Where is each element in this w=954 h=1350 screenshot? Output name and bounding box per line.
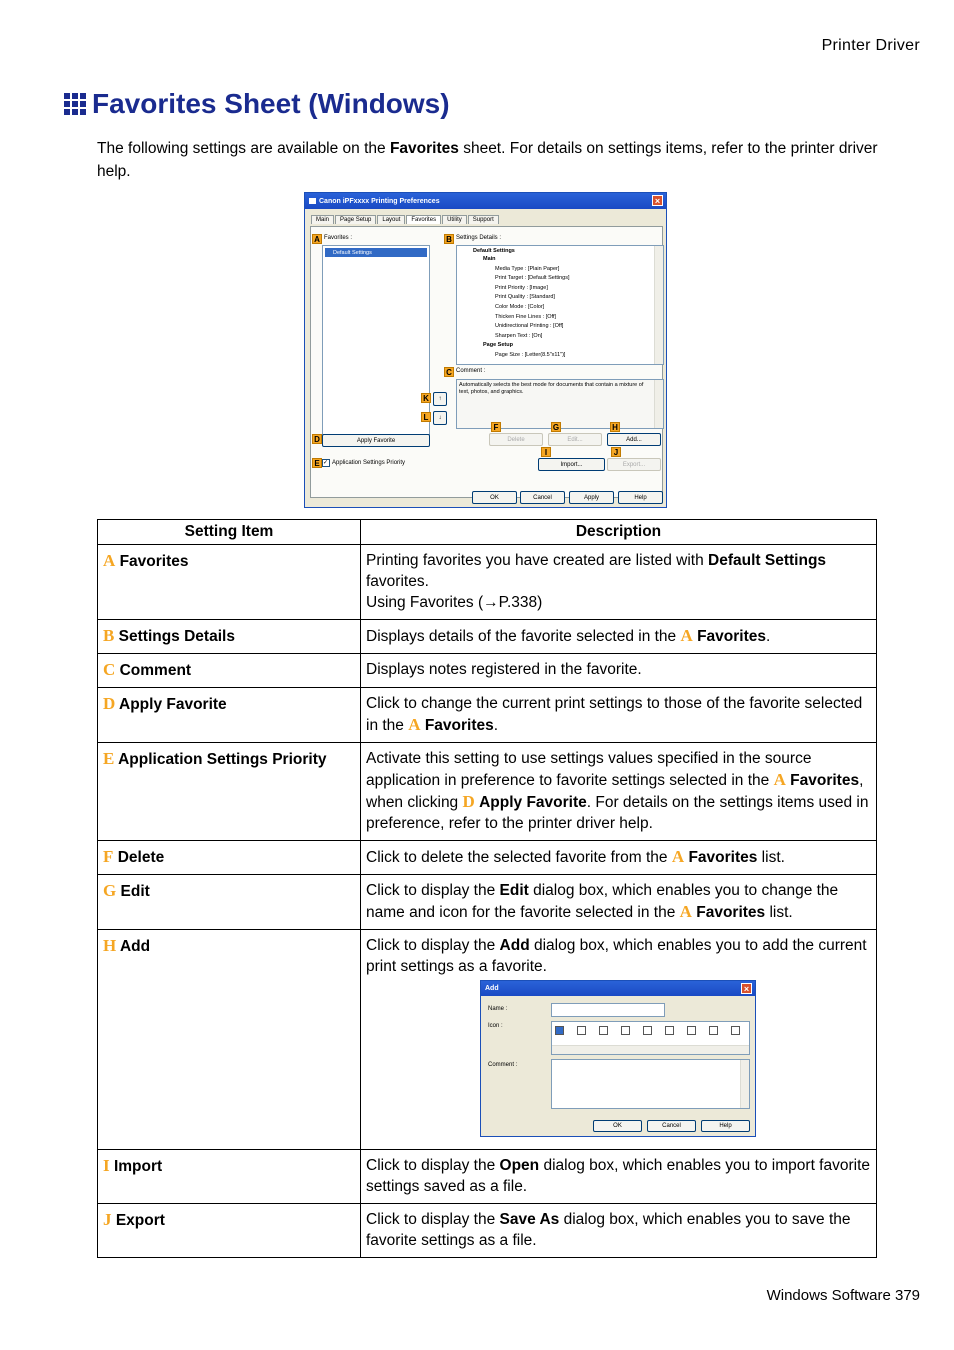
add-button[interactable]: Add... — [607, 433, 661, 446]
table-row: E Application Settings Priority Activate this setting to use settings values specified in the source application in preference to favorite settings selected in the A Favorites, when clicking D Apply Favorite. For details on the settings items used in preference, refer to the printer driver help. — [98, 743, 877, 841]
table-row: I Import Click to display the Open dialog box, which enables you to import favorite settings saved as a file. — [98, 1150, 877, 1204]
marker-a: A — [312, 234, 322, 244]
favorite-icon-2[interactable] — [577, 1026, 586, 1035]
cancel-button[interactable]: Cancel — [647, 1120, 696, 1132]
marker-c: C — [444, 367, 454, 377]
marker-e: E — [312, 458, 322, 468]
tab-page-setup[interactable]: Page Setup — [335, 215, 376, 224]
marker-f: F — [491, 422, 501, 432]
ok-button[interactable]: OK — [593, 1120, 642, 1132]
intro-paragraph: The following settings are available on the Favorites sheet. For details on settings items, refer to the printer driver help. — [97, 140, 878, 180]
ok-button[interactable]: OK — [472, 491, 517, 504]
tab-utility[interactable]: Utility — [442, 215, 467, 224]
printing-preferences-dialog — [304, 192, 667, 508]
printer-icon — [309, 198, 316, 204]
favorite-icon-4[interactable] — [621, 1026, 630, 1035]
tab-favorites[interactable]: Favorites — [406, 215, 441, 224]
marker-j: J — [611, 447, 621, 457]
checkbox-icon[interactable]: ✓ — [323, 460, 329, 466]
arrow-down-icon: ↓ — [438, 415, 442, 421]
app-priority-checkbox-row[interactable]: ✓ Application Settings Priority — [323, 460, 406, 466]
marker-i: I — [541, 447, 551, 457]
settings-details-tree[interactable]: Default Settings Main Media Type : [Plain Paper] Print Target : [Default Settings] Print Priority : [Image] Print Quality : [Standard] Color Mode : [Color] Thicken Fine Lines : [Off] Unidirectional Printing : [Off] Sharpen Text : [On] Page Setup Page Size : [Letter(8.5"x11")] — [456, 245, 664, 365]
settings-details-label: Settings Details : — [456, 235, 502, 241]
table-row: C Comment Displays notes registered in the favorite. — [98, 654, 877, 688]
close-icon[interactable]: × — [741, 983, 752, 994]
dialog-titlebar: Canon iPFxxxx Printing Preferences × — [305, 193, 666, 209]
comment-box[interactable]: Automatically selects the best mode for documents that contain a mixture of text, photos, and graphics. — [456, 379, 664, 429]
col-header-description: Description — [361, 520, 877, 545]
import-button[interactable]: Import... — [538, 458, 605, 471]
marker-l: L — [421, 412, 431, 422]
apply-button[interactable]: Apply — [569, 491, 614, 504]
marker-b: B — [444, 234, 454, 244]
cancel-button[interactable]: Cancel — [520, 491, 565, 504]
apply-favorite-button[interactable]: Apply Favorite — [322, 434, 430, 447]
move-down-button[interactable] — [433, 411, 447, 425]
comment-label: Comment : — [456, 368, 486, 374]
help-button[interactable]: Help — [701, 1120, 750, 1132]
settings-table — [97, 519, 877, 1258]
move-up-button[interactable] — [433, 392, 447, 406]
add-dialog-titlebar: Add × — [481, 981, 755, 996]
favorites-list[interactable] — [322, 245, 430, 435]
comment-scrollbar[interactable] — [740, 1060, 749, 1108]
table-row: D Apply Favorite Click to change the current print settings to those of the favorite selected in the A Favorites. — [98, 688, 877, 743]
table-row: F Delete Click to delete the selected favorite from the A Favorites list. — [98, 841, 877, 875]
table-row: B Settings Details Displays details of the favorite selected in the A Favorites. — [98, 620, 877, 654]
table-row: A Favorites Printing favorites you have created are listed with Default Settings favorites. Using Favorites (→P.338) — [98, 545, 877, 620]
tree-scrollbar[interactable] — [654, 246, 663, 364]
favorite-icon-6[interactable] — [665, 1026, 674, 1035]
name-label: Name : — [488, 1006, 508, 1012]
marker-g: G — [552, 422, 560, 432]
comment-scrollbar[interactable] — [654, 380, 663, 428]
marker-h: H — [610, 422, 620, 432]
help-button[interactable]: Help — [618, 491, 663, 504]
comment-textarea[interactable] — [551, 1059, 750, 1109]
running-header: Printer Driver — [821, 37, 920, 54]
favorites-item-default[interactable]: Default Settings — [325, 248, 427, 257]
grid-icon — [64, 93, 86, 115]
icon-list[interactable] — [551, 1021, 750, 1055]
tab-layout[interactable]: Layout — [377, 215, 405, 224]
icon-label: Icon : — [488, 1023, 503, 1029]
table-row: G Edit Click to display the Edit dialog box, which enables you to change the name and icon for the favorite selected in the A Favorites list. — [98, 875, 877, 930]
delete-button[interactable]: Delete — [489, 433, 543, 446]
arrow-up-icon: ↑ — [438, 396, 442, 402]
favorite-icon-5[interactable] — [643, 1026, 652, 1035]
running-footer: Windows Software 379 — [766, 1287, 920, 1304]
section-heading — [64, 88, 450, 120]
favorite-icon-3[interactable] — [599, 1026, 608, 1035]
favorites-panel — [310, 226, 663, 498]
table-row: H Add Click to display the Add dialog box, which enables you to add the current print settings as a favorite. Add × Name : Icon : Comment : OK Cancel Help — [98, 930, 877, 1150]
marker-k: K — [421, 393, 431, 403]
close-icon[interactable]: × — [652, 195, 663, 206]
favorite-icon-9[interactable] — [731, 1026, 740, 1035]
export-button[interactable]: Export... — [607, 458, 661, 471]
add-dialog — [480, 980, 756, 1137]
table-header-row — [98, 520, 877, 545]
marker-d: D — [312, 434, 322, 444]
col-header-item: Setting Item — [98, 520, 361, 545]
table-row: J Export Click to display the Save As dialog box, which enables you to save the favorite settings as a file. — [98, 1204, 877, 1258]
name-input[interactable] — [551, 1003, 665, 1017]
tab-support[interactable]: Support — [468, 215, 499, 224]
tab-main[interactable]: Main — [311, 215, 334, 224]
favorite-icon-8[interactable] — [709, 1026, 718, 1035]
favorites-label: Favorites : — [324, 235, 353, 241]
page-title: Favorites Sheet (Windows) — [92, 88, 450, 119]
icon-scrollbar[interactable] — [552, 1045, 749, 1054]
favorite-icon-7[interactable] — [687, 1026, 696, 1035]
favorite-icon-1[interactable] — [555, 1026, 564, 1035]
edit-button[interactable]: Edit... — [548, 433, 602, 446]
comment-label: Comment : — [488, 1062, 518, 1068]
tab-strip — [311, 215, 500, 224]
